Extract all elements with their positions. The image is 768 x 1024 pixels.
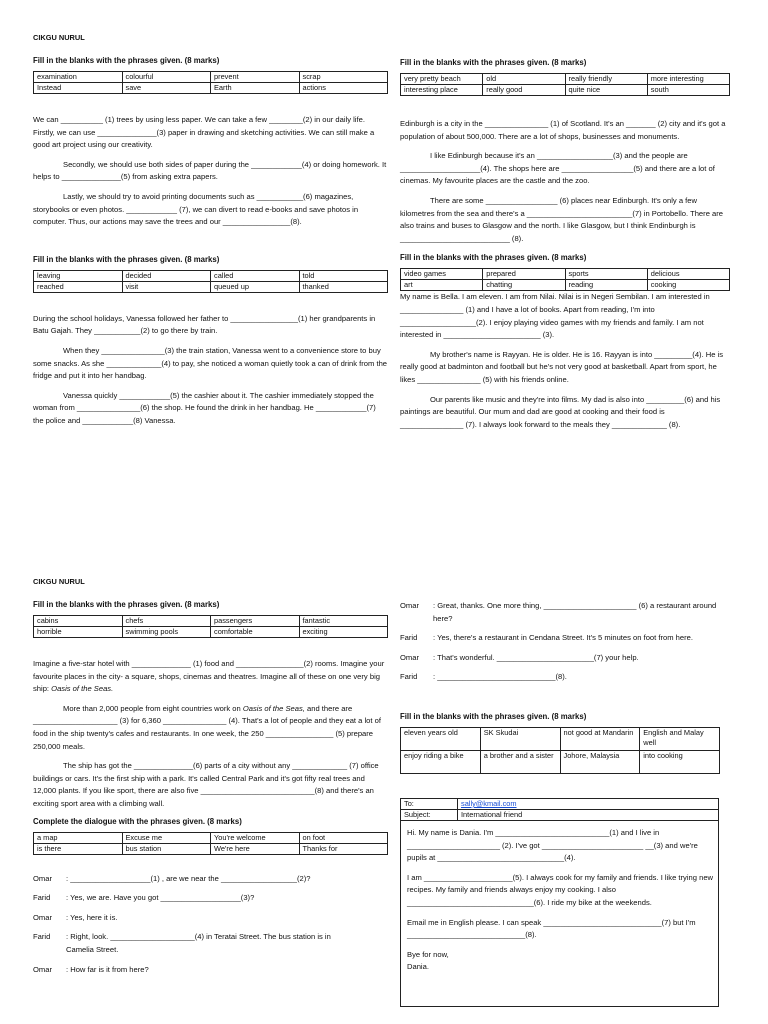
line-text: : ____________________________(8). bbox=[433, 672, 567, 682]
worksheet-top-right bbox=[400, 58, 730, 431]
phrase-cell: chatting bbox=[483, 280, 565, 291]
speaker: Omar bbox=[400, 601, 419, 610]
phrase-cell: passengers bbox=[211, 616, 300, 627]
dialogue-line bbox=[400, 600, 730, 625]
phrase-cell: chefs bbox=[122, 616, 211, 627]
phrase-cell: very pretty beach bbox=[401, 74, 483, 85]
phrase-cell: We're here bbox=[211, 843, 300, 854]
dialogue-line bbox=[33, 964, 388, 977]
exercise-3-instruction: Fill in the blanks with the phrases given. (8 marks) bbox=[400, 58, 587, 67]
exercise-3-phrase-table bbox=[400, 73, 730, 96]
phrase-cell: visit bbox=[122, 281, 211, 292]
line-text: : Great, thanks. One more thing, ______________________ (6) a restaurant around here? bbox=[433, 601, 717, 623]
speaker: Omar bbox=[33, 873, 52, 883]
phrase-cell: actions bbox=[299, 83, 388, 94]
dialogue-line bbox=[33, 931, 388, 956]
exercise-2-phrase-table bbox=[33, 270, 388, 293]
phrase-cell: decided bbox=[122, 270, 211, 281]
exercise-7-instruction: Fill in the blanks with the phrases given. (8 marks) bbox=[400, 711, 587, 721]
speaker: Omar bbox=[400, 652, 419, 662]
speaker: Farid bbox=[33, 893, 51, 903]
dialogue-line bbox=[400, 671, 730, 684]
phrase-cell: exciting bbox=[299, 627, 388, 638]
phrase-cell: examination bbox=[34, 72, 123, 83]
exercise-4-instruction: Fill in the blanks with the phrases given. (8 marks) bbox=[400, 253, 587, 263]
phrase-cell: horrible bbox=[34, 627, 123, 638]
phrase-cell: cooking bbox=[647, 280, 729, 291]
line-text: : Yes, there's a restaurant in Cendana Street. It's 5 minutes on foot from here. bbox=[433, 633, 693, 643]
phrase-cell: bus station bbox=[122, 843, 211, 854]
exercise-7-phrase-table bbox=[400, 727, 720, 774]
phrase-cell: is there bbox=[34, 843, 123, 854]
phrase-cell: delicious bbox=[647, 269, 729, 280]
phrase-cell: eleven years old bbox=[401, 727, 481, 750]
phrase-cell: Instead bbox=[34, 83, 123, 94]
exercise-4-paragraph: My name is Bella. I am eleven. I am from Nilai. Nilai is in Negeri Sembilan. I am interested in _______________ (1) and I have a lot of books. Apart from reading, I'm into __________________(2). I enjoy playing video games with my friends and family. I am not interested in _______________________ (3). bbox=[400, 292, 710, 340]
phrase-cell: video games bbox=[401, 269, 483, 280]
worksheet-bottom-left bbox=[33, 577, 388, 976]
phrase-cell: reached bbox=[34, 281, 123, 292]
exercise-3-paragraph: Edinburgh is a city in the _______________ (1) of Scotland. It's an _______ (2) city and it's got a population of about 500,000. There are a lot of shops, businesses and monuments. bbox=[400, 119, 726, 141]
phrase-cell: really good bbox=[483, 85, 565, 96]
phrase-cell: sports bbox=[565, 269, 647, 280]
exercise-2-paragraph: Vanessa quickly ____________(5) the cashier about it. The cashier immediately stopped the woman from _______________(6) the shop. He found the drink in her handbag. He ____________(7) the police and ____________(8) Vanessa. bbox=[33, 390, 376, 425]
exercise-6-instruction: Complete the dialogue with the phrases given. (8 marks) bbox=[33, 816, 242, 826]
phrase-cell: quite nice bbox=[565, 85, 647, 96]
exercise-5-paragraph: The ship has got the ______________(6) parts of a city without any _____________ (7) office buildings or cars. It's the first ship with a park. It's called Central Park and it's got fifty real trees and 12,000 plants. If you like sport, there are also five ___________________________(8) and there's an exciting sport area with a climbing wall. bbox=[33, 761, 379, 808]
author-header: CIKGU NURUL bbox=[33, 33, 85, 42]
line-text: : Right, look. ____________________(4) in Teratai Street. The bus station is in Camelia Street. bbox=[66, 932, 331, 954]
to-label: To: bbox=[401, 798, 458, 809]
phrase-cell: fantastic bbox=[299, 616, 388, 627]
exercise-1-paragraph: We can __________ (1) trees by using less paper. We can take a few ________(2) in our daily life. Firstly, we can use ______________(3) paper in drawing and sketching activities. We can still make a good art project using our creativity. bbox=[33, 115, 375, 150]
phrase-cell: old bbox=[483, 74, 565, 85]
phrase-cell: told bbox=[299, 270, 388, 281]
subject-label: Subject: bbox=[401, 809, 458, 820]
paragraph-text: Imagine a five-star hotel with ______________ (1) food and ________________(2) rooms. Imagine your favourite places in the city- a square, shops, cinemas and theatres. Imagine all of these on one very big ship: bbox=[33, 659, 385, 694]
phrase-cell: colourful bbox=[122, 72, 211, 83]
exercise-1-paragraph: Secondly, we should use both sides of paper during the ____________(4) or doing homework. It helps to ______________(5) from asking extra papers. bbox=[33, 159, 387, 182]
phrase-cell: more interesting bbox=[647, 74, 729, 85]
exercise-4-paragraph: Our parents like music and they're into films. My dad is also into _________(6) and his paintings are beautiful. Our mum and dad are good at cooking and their food is _______________ (7). I always look forward to the meals they _____________ (8). bbox=[400, 394, 721, 429]
phrase-cell: English and Malay well bbox=[640, 727, 720, 750]
phrase-cell: thanked bbox=[299, 281, 388, 292]
dialogue-line bbox=[33, 873, 388, 886]
exercise-5-paragraph bbox=[33, 703, 388, 753]
email-form bbox=[400, 798, 730, 1007]
worksheet-bottom-right bbox=[400, 600, 730, 1007]
author-header: CIKGU NURUL bbox=[33, 577, 85, 586]
phrase-cell: save bbox=[122, 83, 211, 94]
to-address bbox=[458, 798, 719, 809]
phrase-cell: on foot bbox=[299, 832, 388, 843]
speaker: Farid bbox=[400, 672, 418, 682]
phrase-cell: reading bbox=[565, 280, 647, 291]
phrase-cell: interesting place bbox=[401, 85, 483, 96]
phrase-cell: south bbox=[647, 85, 729, 96]
dialogue-line bbox=[33, 892, 388, 905]
email-body bbox=[400, 821, 719, 1007]
dialogue-line bbox=[33, 912, 388, 925]
phrase-cell: You're welcome bbox=[211, 832, 300, 843]
email-signoff: Bye for now, bbox=[407, 949, 449, 959]
line-text: : ___________________(1) , are we near the __________________(2)? bbox=[66, 873, 311, 883]
speaker: Omar bbox=[33, 964, 52, 974]
phrase-cell: leaving bbox=[34, 270, 123, 281]
dialogue-line bbox=[400, 652, 730, 665]
exercise-2-paragraph: When they _______________(3) the train station, Vanessa went to a convenience store to buy some snacks. As she _____________(4) to pay, she noticed a woman quietly took a can of drink from the fridge and put it into her handbag. bbox=[33, 345, 388, 381]
speaker: Farid bbox=[33, 932, 51, 942]
exercise-4-paragraph: My brother's name is Rayyan. He is older. He is 16. Rayyan is into _________(4). He is really good at badminton and football but he's not very good at basketball. Apart from sport, he likes _______________ (5) with his friends online. bbox=[400, 349, 724, 384]
exercise-5-instruction: Fill in the blanks with the phrases given. (8 marks) bbox=[33, 600, 220, 609]
phrase-cell: a brother and a sister bbox=[480, 750, 560, 773]
exercise-1-instruction: Fill in the blanks with the phrases given. (8 marks) bbox=[33, 56, 220, 65]
email-paragraph: Email me in English please. I can speak ____________________________(7) but I'm ____________________________(8). bbox=[407, 917, 696, 940]
email-paragraph: Hi. My name is Dania. I'm ___________________________(1) and I live in ______________________ (2). I've got ________________________ __(3) and we're pupils at ______________________________(4). bbox=[407, 827, 698, 863]
phrase-cell: into cooking bbox=[640, 750, 720, 773]
exercise-5-paragraph bbox=[33, 658, 388, 696]
exercise-4-phrase-table bbox=[400, 268, 730, 291]
worksheet-top-left bbox=[33, 33, 388, 428]
phrase-cell: Thanks for bbox=[299, 843, 388, 854]
phrase-cell: swimming pools bbox=[122, 627, 211, 638]
exercise-5-phrase-table bbox=[33, 615, 388, 638]
phrase-cell: a map bbox=[34, 832, 123, 843]
line-text: : That's wonderful. _______________________(7) your help. bbox=[433, 652, 639, 662]
subject-value: International friend bbox=[458, 809, 719, 820]
phrase-cell: prevent bbox=[211, 72, 300, 83]
exercise-3-paragraph: I like Edinburgh because it's an __________________(3) and the people are ___________________(4). The shops here are _________________(5) and there are a lot of cinemas. My favourite places are the castle and the zoo. bbox=[400, 151, 715, 186]
ship-name: Oasis of the Seas. bbox=[51, 684, 114, 694]
phrase-cell: queued up bbox=[211, 281, 300, 292]
exercise-2-paragraph: During the school holidays, Vanessa followed her father to ________________(1) her grandparents in Batu Gajah. They ___________(2) to go there by train. bbox=[33, 313, 376, 336]
phrase-cell: scrap bbox=[299, 72, 388, 83]
phrase-cell: comfortable bbox=[211, 627, 300, 638]
paragraph-text: More than 2,000 people from eight countries work on bbox=[63, 703, 243, 713]
phrase-cell: cabins bbox=[34, 616, 123, 627]
phrase-cell: Excuse me bbox=[122, 832, 211, 843]
speaker: Omar bbox=[33, 912, 52, 922]
exercise-6-phrase-table bbox=[33, 832, 388, 855]
email-header-table bbox=[400, 798, 719, 821]
speaker: Farid bbox=[400, 633, 418, 643]
ship-name: Oasis of the Seas, bbox=[242, 703, 305, 713]
dialogue-line bbox=[400, 632, 730, 645]
exercise-3-paragraph: There are some _________________ (6) places near Edinburgh. It's only a few kilometres from the sea and there's a _________________________(7) in Portobello. There are also trains and buses to Glasgow and the north. I like Glasgow, but I think Endinburgh is __________________________ (8). bbox=[400, 195, 723, 243]
line-text: : Yes, we are. Have you got ___________________(3)? bbox=[66, 893, 255, 903]
line-text: : Yes, here it is. bbox=[66, 912, 118, 922]
email-paragraph: I am _____________________(5). I always cook for my family and friends. I like trying new recipes. My family and friends always enjoy my cooking. I also ______________________________(6). I ride my bike at the weekends. bbox=[407, 872, 714, 907]
line-text: : How far is it from here? bbox=[66, 964, 149, 974]
phrase-cell: art bbox=[401, 280, 483, 291]
phrase-cell: enjoy riding a bike bbox=[401, 750, 481, 773]
paragraph-text: and there are ____________________ (3) for 6,360 _______________ (4). That's a lot of people and they eat a lot of food in the ship twenty's cafes and restaurants. In one week, the 250 ________________ (5) prepare 250,000 meals. bbox=[33, 703, 381, 751]
email-signature: Dania. bbox=[407, 962, 429, 972]
exercise-2-instruction: Fill in the blanks with the phrases given. (8 marks) bbox=[33, 254, 220, 264]
email-link[interactable]: sally@kmail.com bbox=[461, 798, 517, 808]
phrase-cell: SK Skudai bbox=[480, 727, 560, 750]
phrase-cell: called bbox=[211, 270, 300, 281]
phrase-cell: not good at Mandarin bbox=[560, 727, 640, 750]
exercise-1-paragraph: Lastly, we should try to avoid printing documents such as ___________(6) magazines, storybooks or even photos. ____________ (7), we can divert to read e-books and save photos in computer. Thus, our actions may save the trees and our ________________(8). bbox=[33, 191, 359, 227]
exercise-1-phrase-table bbox=[33, 71, 388, 94]
phrase-cell: Earth bbox=[211, 83, 300, 94]
phrase-cell: Johore, Malaysia bbox=[560, 750, 640, 773]
phrase-cell: prepared bbox=[483, 269, 565, 280]
phrase-cell: really friendly bbox=[565, 74, 647, 85]
